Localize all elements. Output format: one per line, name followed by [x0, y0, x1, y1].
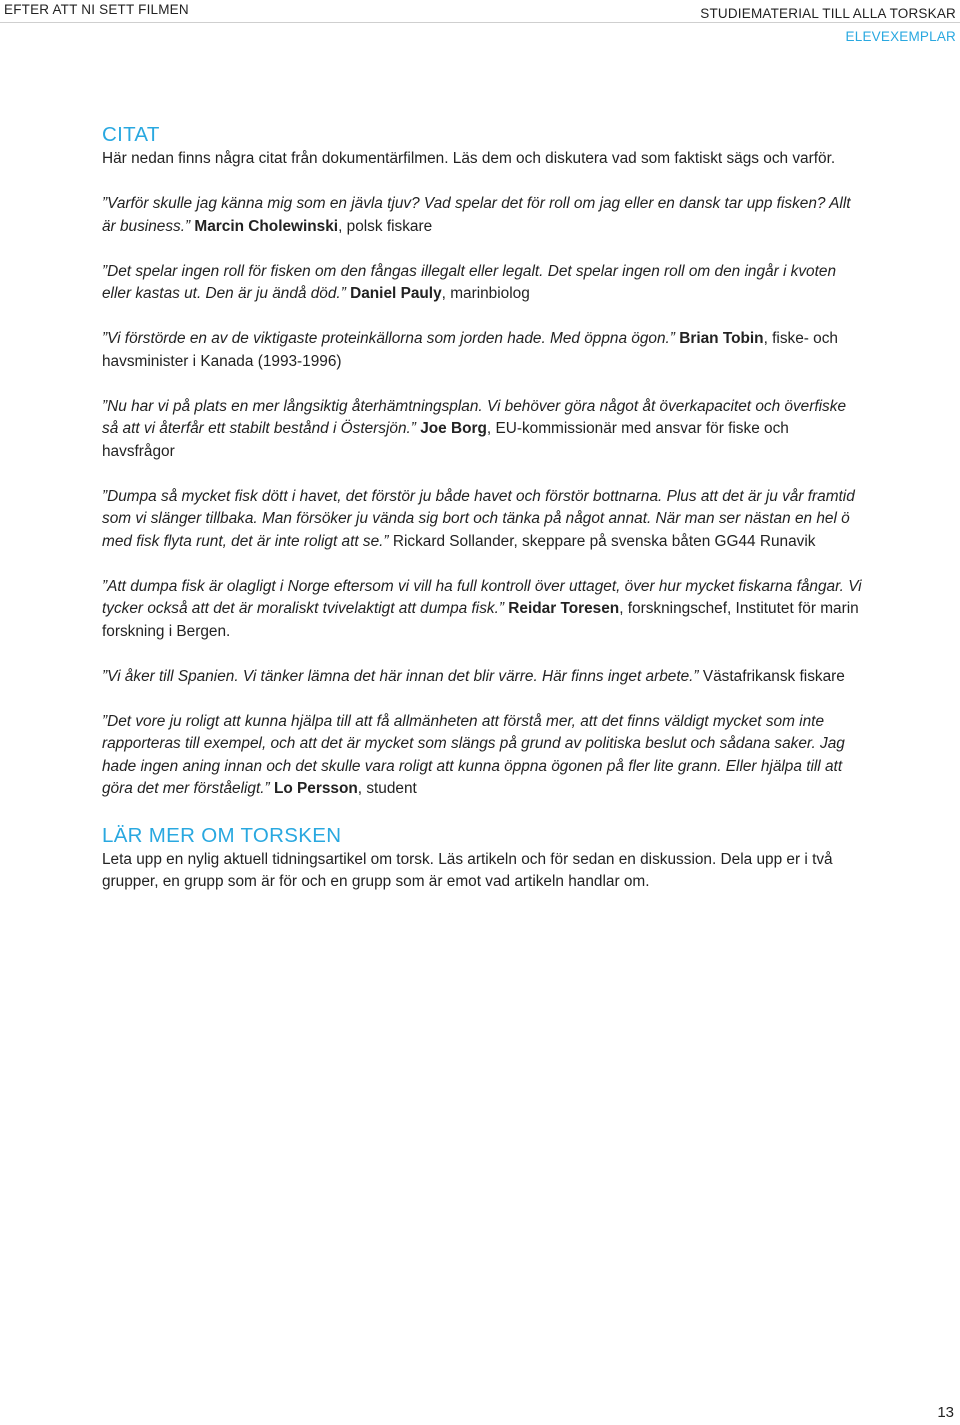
page-number: 13 [937, 1404, 954, 1421]
quote-author: Daniel Pauly [350, 285, 442, 302]
quote-text: ”Att dumpa fisk är olagligt i Norge eftersom vi vill ha full kontroll över uttaget, över hur mycket fiskarna fångar. Vi tycker också att det är moraliskt tvivelaktigt att dumpa fisk.” [102, 577, 862, 617]
main-content [102, 122, 862, 894]
quote-author: Reidar Toresen [508, 600, 620, 617]
quote-author: Rickard Sollander [392, 532, 514, 550]
quote-item [102, 576, 862, 644]
quote-text: ”Det vore ju roligt att kunna hjälpa till att få allmänheten att förstå mer, att det finns väldigt mycket som inte rapporteras till exempel, och att det är mycket som slängs på grund av politiska beslut och sådana saker. Jag hade ingen aning innan och det skulle vara roligt att kunna öppna ögonen på fler lite grann. Eller hjälpa till att göra det mer förståeligt.” [102, 712, 845, 797]
quote-role: , marinbiolog [441, 285, 530, 302]
quote-item [102, 711, 862, 801]
quote-text: ”Nu har vi på plats en mer långsiktig återhämtningsplan. Vi behöver göra något åt överkapacitet och överfiske så att vi återfår ett stabilt bestånd i Östersjön.” [102, 397, 847, 437]
quote-author: Lo Persson [273, 780, 358, 797]
quote-role: , fiske- och havsminister i Kanada (1993-1996) [102, 330, 838, 370]
quote-role: , EU-kommissionär med ansvar för fiske och havsfrågor [102, 420, 789, 460]
citat-heading: CITAT [102, 123, 160, 146]
quote-item [102, 193, 862, 238]
quote-text: ”Dumpa så mycket fisk dött i havet, det förstör ju både havet och förstör bottnarna. Plus att det är ju vår framtid som vi slänger tillbaka. Man försöker ju vända sig bort och tänka på något annat. När man ser nästan en hel ö med fisk flyta runt, det är inte roligt att se.” [102, 487, 855, 550]
header-divider [0, 22, 960, 23]
quote-item [102, 328, 862, 373]
quote-text: ”Vi förstörde en av de viktigaste proteinkällorna som jorden hade. Med öppna ögon.” [102, 330, 675, 347]
lar-mer-text: Leta upp en nylig aktuell tidningsartikel om torsk. Läs artikeln och för sedan en diskussion. Dela upp er i två grupper, en grupp som är för och en grupp som är emot vad artikeln handlar om. [102, 850, 833, 890]
lar-mer-section [102, 823, 862, 894]
quote-item [102, 486, 862, 554]
quote-role: Västafrikansk fiskare [698, 667, 845, 685]
header-right [700, 2, 956, 48]
header-right-title: STUDIEMATERIAL TILL ALLA TORSKAR [700, 6, 956, 21]
quote-role: , forskningschef, Institutet för marin forskning i Bergen. [102, 600, 859, 640]
citat-intro: Här nedan finns några citat från dokumentärfilmen. Läs dem och diskutera vad som faktiskt sägs och varför. [102, 150, 836, 167]
quote-item [102, 396, 862, 464]
quote-text: ”Varför skulle jag känna mig som en jävla tjuv? Vad spelar det för roll om jag eller en dansk tar upp fisken? Allt är business.” [102, 195, 851, 235]
quote-role: , polsk fiskare [338, 217, 433, 235]
quote-item [102, 666, 862, 689]
quote-author: Marcin Cholewinski [194, 217, 339, 235]
header-left-title: EFTER ATT NI SETT FILMEN [4, 2, 189, 17]
quote-text: ”Vi åker till Spanien. Vi tänker lämna det här innan det blir värre. Här finns inget arbete.” [102, 667, 699, 685]
header-right-subtitle: ELEVEXEMPLAR [845, 29, 956, 44]
quote-role: , student [357, 780, 417, 797]
quote-author: Brian Tobin [679, 330, 764, 347]
quote-item [102, 261, 862, 306]
quote-author: Joe Borg [420, 420, 487, 437]
quote-text: ”Det spelar ingen roll för fisken om den fångas illegalt eller legalt. Det spelar ingen roll om den ingår i kvoten eller kastas ut. Den är ju ändå död.” [102, 262, 837, 302]
lar-mer-heading: LÄR MER OM TORSKEN [102, 823, 342, 847]
quote-role: , skeppare på svenska båten GG44 Runavik [513, 532, 816, 550]
